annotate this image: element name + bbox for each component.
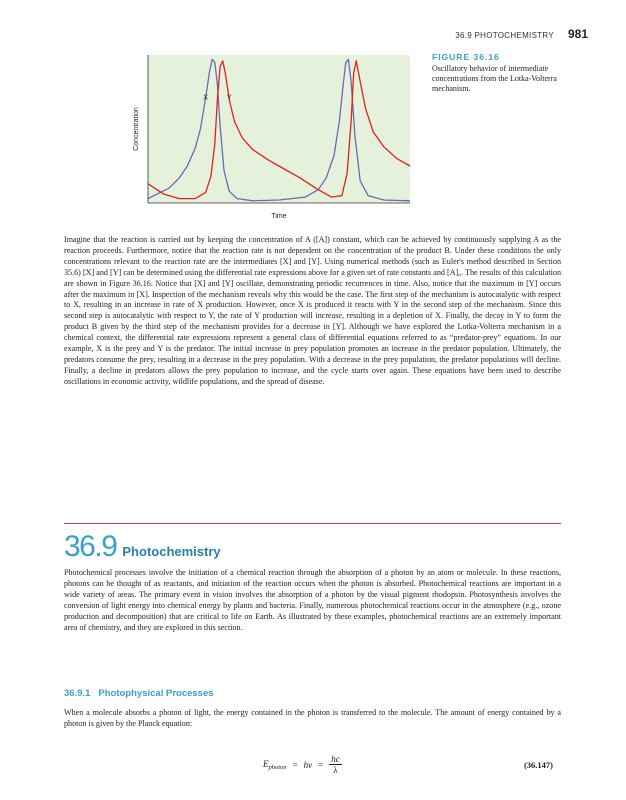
series-label-y: Y — [226, 94, 232, 102]
equation-denominator: λ — [333, 765, 338, 775]
running-head-title: 36.9 PHOTOCHEMISTRY — [455, 31, 554, 40]
equation-fraction — [329, 754, 342, 775]
series-label-x: X — [203, 94, 208, 102]
figure-caption-text: Oscillatory behavior of intermediate concentrations from the Lotka-Volterra mechanism. — [432, 64, 557, 93]
subsection-number: 36.9.1 — [64, 688, 91, 699]
y-axis-label: Concentration — [133, 107, 140, 151]
section-title: Photochemistry — [122, 544, 221, 559]
body-paragraph-1: Imagine that the reaction is carried out by keeping the concentration of A ([A]) constant, which can be achieved by continuously supplying A as the reaction proceeds. Furthermore, notice that the reaction rate is not dependent on the concentration of the product B. Under these conditions the only concentrations relevant to the reaction rate are the intermediates [X] and [Y]. Using numerical methods (such as Euler's method described in Section 35.6) [X] and [Y] can be determined using the differential rate expressions above for a given set of rate constants and [A]₀. The results of this calculation are shown in Figure 36.16. Notice that [X] and [Y] oscillate, demonstrating periodic recurrences in time. Also, notice that the maximum in [Y] occurs after the maximum in [X]. Inspection of the mechanism reveals why this would be the case. The first step of the mechanism is autocatalytic with respect to X, resulting in an increase in rate of X production. However, once X is produced it reacts with Y in the second step of the mechanism. Since this second step is autocatalytic with respect to Y, the rate of Y production will increase, resulting in a depletion of X. Finally, the decay in Y to form the product B given by the third step of the mechanism provides for a decrease in [Y]. Although we have explored the Lotka-Volterra mechanism in a chemical context, the differential rate expressions represent a general class of differential equations referred to as “predator-prey” equations. In our example, X is the prey and Y is the predator. The initial increase in prey population promotes an increase in the predator population. Ultimately, the predators consume the prey, resulting in a decrease in the prey population. With a decrease in the prey population, the predator populations will decline. Finally, a decline in predators allows the prey population to increase, and the cycle starts over again. These equations have been used to describe oscillations in economic activity, wildlife populations, and the spread of disease. — [64, 235, 561, 386]
section-rule — [64, 523, 561, 524]
equation-equals-2: = — [318, 759, 324, 770]
body-paragraph-3: When a molecule absorbs a photon of light, the energy contained in the photon is transferred to the molecule. The amount of energy contained by a photon is given by the Planck equation: — [64, 708, 561, 728]
equation-middle: hν — [303, 759, 313, 770]
equation-equals-1: = — [292, 759, 298, 770]
oscillation-chart — [120, 45, 416, 225]
equation-number: (36.147) — [523, 760, 553, 770]
figure — [120, 45, 416, 225]
equation-lhs: $E_{photon}$ — [263, 758, 287, 771]
body-paragraph-2: Photochemical processes involve the initiation of a chemical reaction through the absorption of a photon by an atom or molecule. In these reactions, photons can be thought of as reactants, and initiation of the reaction occurs when the photon is absorbed. Photochemical reactions are important in a wide variety of areas. The primary event in vision involves the absorption of a photon by the visual pigment rhodopsin. Photosynthesis involves the conversion of light energy into chemical energy by plants and bacteria. Finally, numerous photochemical reactions occur in the atmosphere (e.g., ozone production and decomposition) that are critical to life on Earth. As illustrated by these examples, photochemical reactions are an extremely important area of chemistry, and they are explored in this section. — [64, 568, 561, 632]
section-number: 36.9 — [64, 530, 117, 563]
running-head — [455, 27, 588, 41]
equation-numerator: hc — [331, 754, 340, 764]
subsection-heading — [64, 688, 214, 699]
planck-equation — [64, 752, 561, 776]
page-number: 981 — [567, 27, 588, 41]
equation-lhs-subscript: photon — [268, 763, 287, 771]
section-heading — [64, 530, 221, 564]
subsection-title: Photophysical Processes — [98, 688, 214, 699]
figure-caption — [432, 52, 592, 94]
plot-area — [148, 55, 410, 203]
x-axis-label: Time — [271, 213, 287, 220]
figure-label: FIGURE 36.16 — [432, 52, 500, 62]
